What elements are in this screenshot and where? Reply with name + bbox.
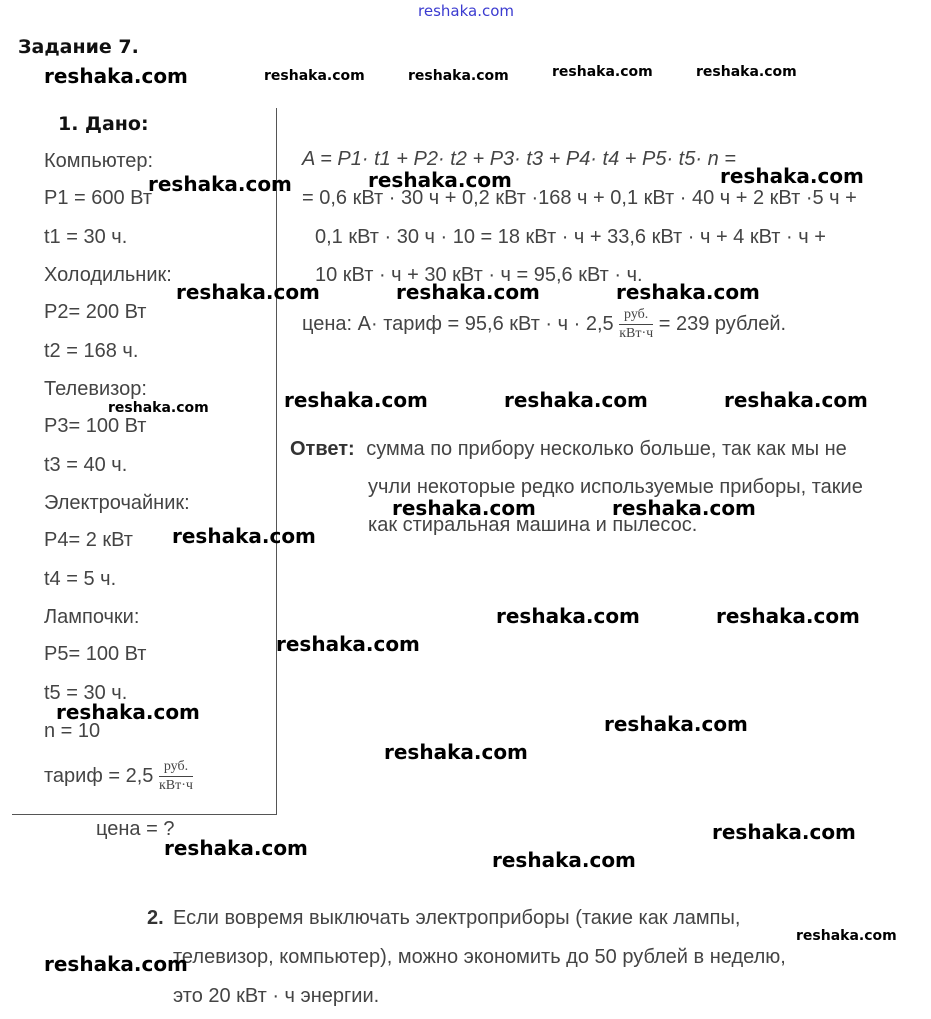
watermark: reshaka.com: [368, 168, 512, 192]
watermark: reshaka.com: [108, 400, 209, 416]
computer-power: P1 = 600 Вт: [44, 187, 153, 209]
watermark: reshaka.com: [492, 848, 636, 872]
price-unit-numerator: руб.: [619, 308, 653, 325]
fridge-power: P2= 200 Вт: [44, 301, 147, 323]
price-unit-denominator: кВт·ч: [619, 326, 654, 341]
part2-line-3: это 20 кВт · ч энергии.: [173, 985, 380, 1007]
tariff-unit-fraction: [159, 760, 193, 793]
kettle-label: Электрочайник:: [44, 492, 190, 514]
part2-number: 2.: [147, 907, 164, 929]
answer-text-1: сумма по прибору несколько больше, так как мы не: [366, 438, 847, 460]
price-calc-prefix: цена: А· тариф = 95,6 кВт · ч · 2,5: [302, 312, 614, 335]
tariff: [44, 760, 193, 793]
watermark: reshaka.com: [796, 928, 897, 944]
watermark: reshaka.com: [56, 700, 200, 724]
watermark: reshaka.com: [496, 604, 640, 628]
given-divider-vertical: [276, 108, 277, 815]
fridge-label: Холодильник:: [44, 264, 172, 286]
kettle-power: P4= 2 кВт: [44, 529, 133, 551]
tariff-unit-denominator: кВт·ч: [158, 778, 193, 793]
kettle-time: t4 = 5 ч.: [44, 568, 117, 590]
lamps-label: Лампочки:: [44, 606, 140, 628]
part2-line-2: телевизор, компьютер), можно экономить до 50 рублей в неделю,: [173, 946, 786, 968]
computer-label: Компьютер:: [44, 150, 154, 172]
answer-line-3: как стиральная машина и пылесос.: [368, 514, 698, 536]
price-calc-result: = 239 рублей.: [658, 312, 787, 335]
watermark: reshaka.com: [396, 280, 540, 304]
tariff-value: тариф = 2,5: [44, 764, 154, 787]
price-question: цена = ?: [96, 818, 175, 840]
watermark: reshaka.com: [724, 388, 868, 412]
task-title: Задание 7.: [18, 36, 139, 58]
tv-label: Телевизор:: [44, 378, 147, 400]
tv-power: P3= 100 Вт: [44, 415, 147, 437]
tariff-unit-numerator: руб.: [159, 760, 193, 777]
watermark: reshaka.com: [712, 820, 856, 844]
watermark: reshaka.com: [392, 496, 536, 520]
tv-time: t3 = 40 ч.: [44, 454, 128, 476]
watermark: reshaka.com: [408, 68, 509, 84]
watermark: reshaka.com: [176, 280, 320, 304]
watermark: reshaka.com: [552, 64, 653, 80]
energy-formula: A = P1· t1 + P2· t2 + P3· t3 + P4· t4 + P5· t5· n =: [302, 148, 736, 170]
answer-line-1: [290, 438, 847, 461]
part1-heading: 1. Дано:: [58, 113, 149, 135]
top-watermark: reshaka.com: [418, 2, 514, 20]
solution-line-4: 10 кВт · ч + 30 кВт · ч = 95,6 кВт · ч.: [315, 264, 643, 286]
lamps-time: t5 = 30 ч.: [44, 682, 128, 704]
given-divider-horizontal: [12, 814, 277, 815]
watermark: reshaka.com: [696, 64, 797, 80]
part2-line-1: Если вовремя выключать электроприборы (такие как лампы,: [173, 907, 741, 929]
price-calculation: [302, 308, 786, 341]
solution-line-2: = 0,6 кВт · 30 ч + 0,2 кВт ·168 ч + 0,1 кВт · 40 ч + 2 кВт ·5 ч +: [302, 187, 857, 209]
count-n: n = 10: [44, 720, 101, 742]
answer-label: Ответ:: [290, 438, 355, 460]
watermark: reshaka.com: [604, 712, 748, 736]
lamps-power: P5= 100 Вт: [44, 643, 147, 665]
watermark: reshaka.com: [616, 280, 760, 304]
watermark: reshaka.com: [148, 172, 292, 196]
computer-time: t1 = 30 ч.: [44, 226, 128, 248]
watermark: reshaka.com: [612, 496, 756, 520]
watermark: reshaka.com: [504, 388, 648, 412]
watermark: reshaka.com: [264, 68, 365, 84]
watermark: reshaka.com: [284, 388, 428, 412]
watermark: reshaka.com: [164, 836, 308, 860]
watermark: reshaka.com: [44, 952, 188, 976]
answer-line-2: учли некоторые редко используемые приборы, такие: [368, 476, 863, 498]
watermark: reshaka.com: [172, 524, 316, 548]
solution-line-3: 0,1 кВт · 30 ч · 10 = 18 кВт · ч + 33,6 кВт · ч + 4 кВт · ч +: [315, 226, 826, 248]
watermark: reshaka.com: [716, 604, 860, 628]
watermark: reshaka.com: [44, 64, 188, 88]
watermark: reshaka.com: [384, 740, 528, 764]
watermark: reshaka.com: [276, 632, 420, 656]
watermark: reshaka.com: [720, 164, 864, 188]
fridge-time: t2 = 168 ч.: [44, 340, 139, 362]
price-unit-fraction: [619, 308, 653, 341]
